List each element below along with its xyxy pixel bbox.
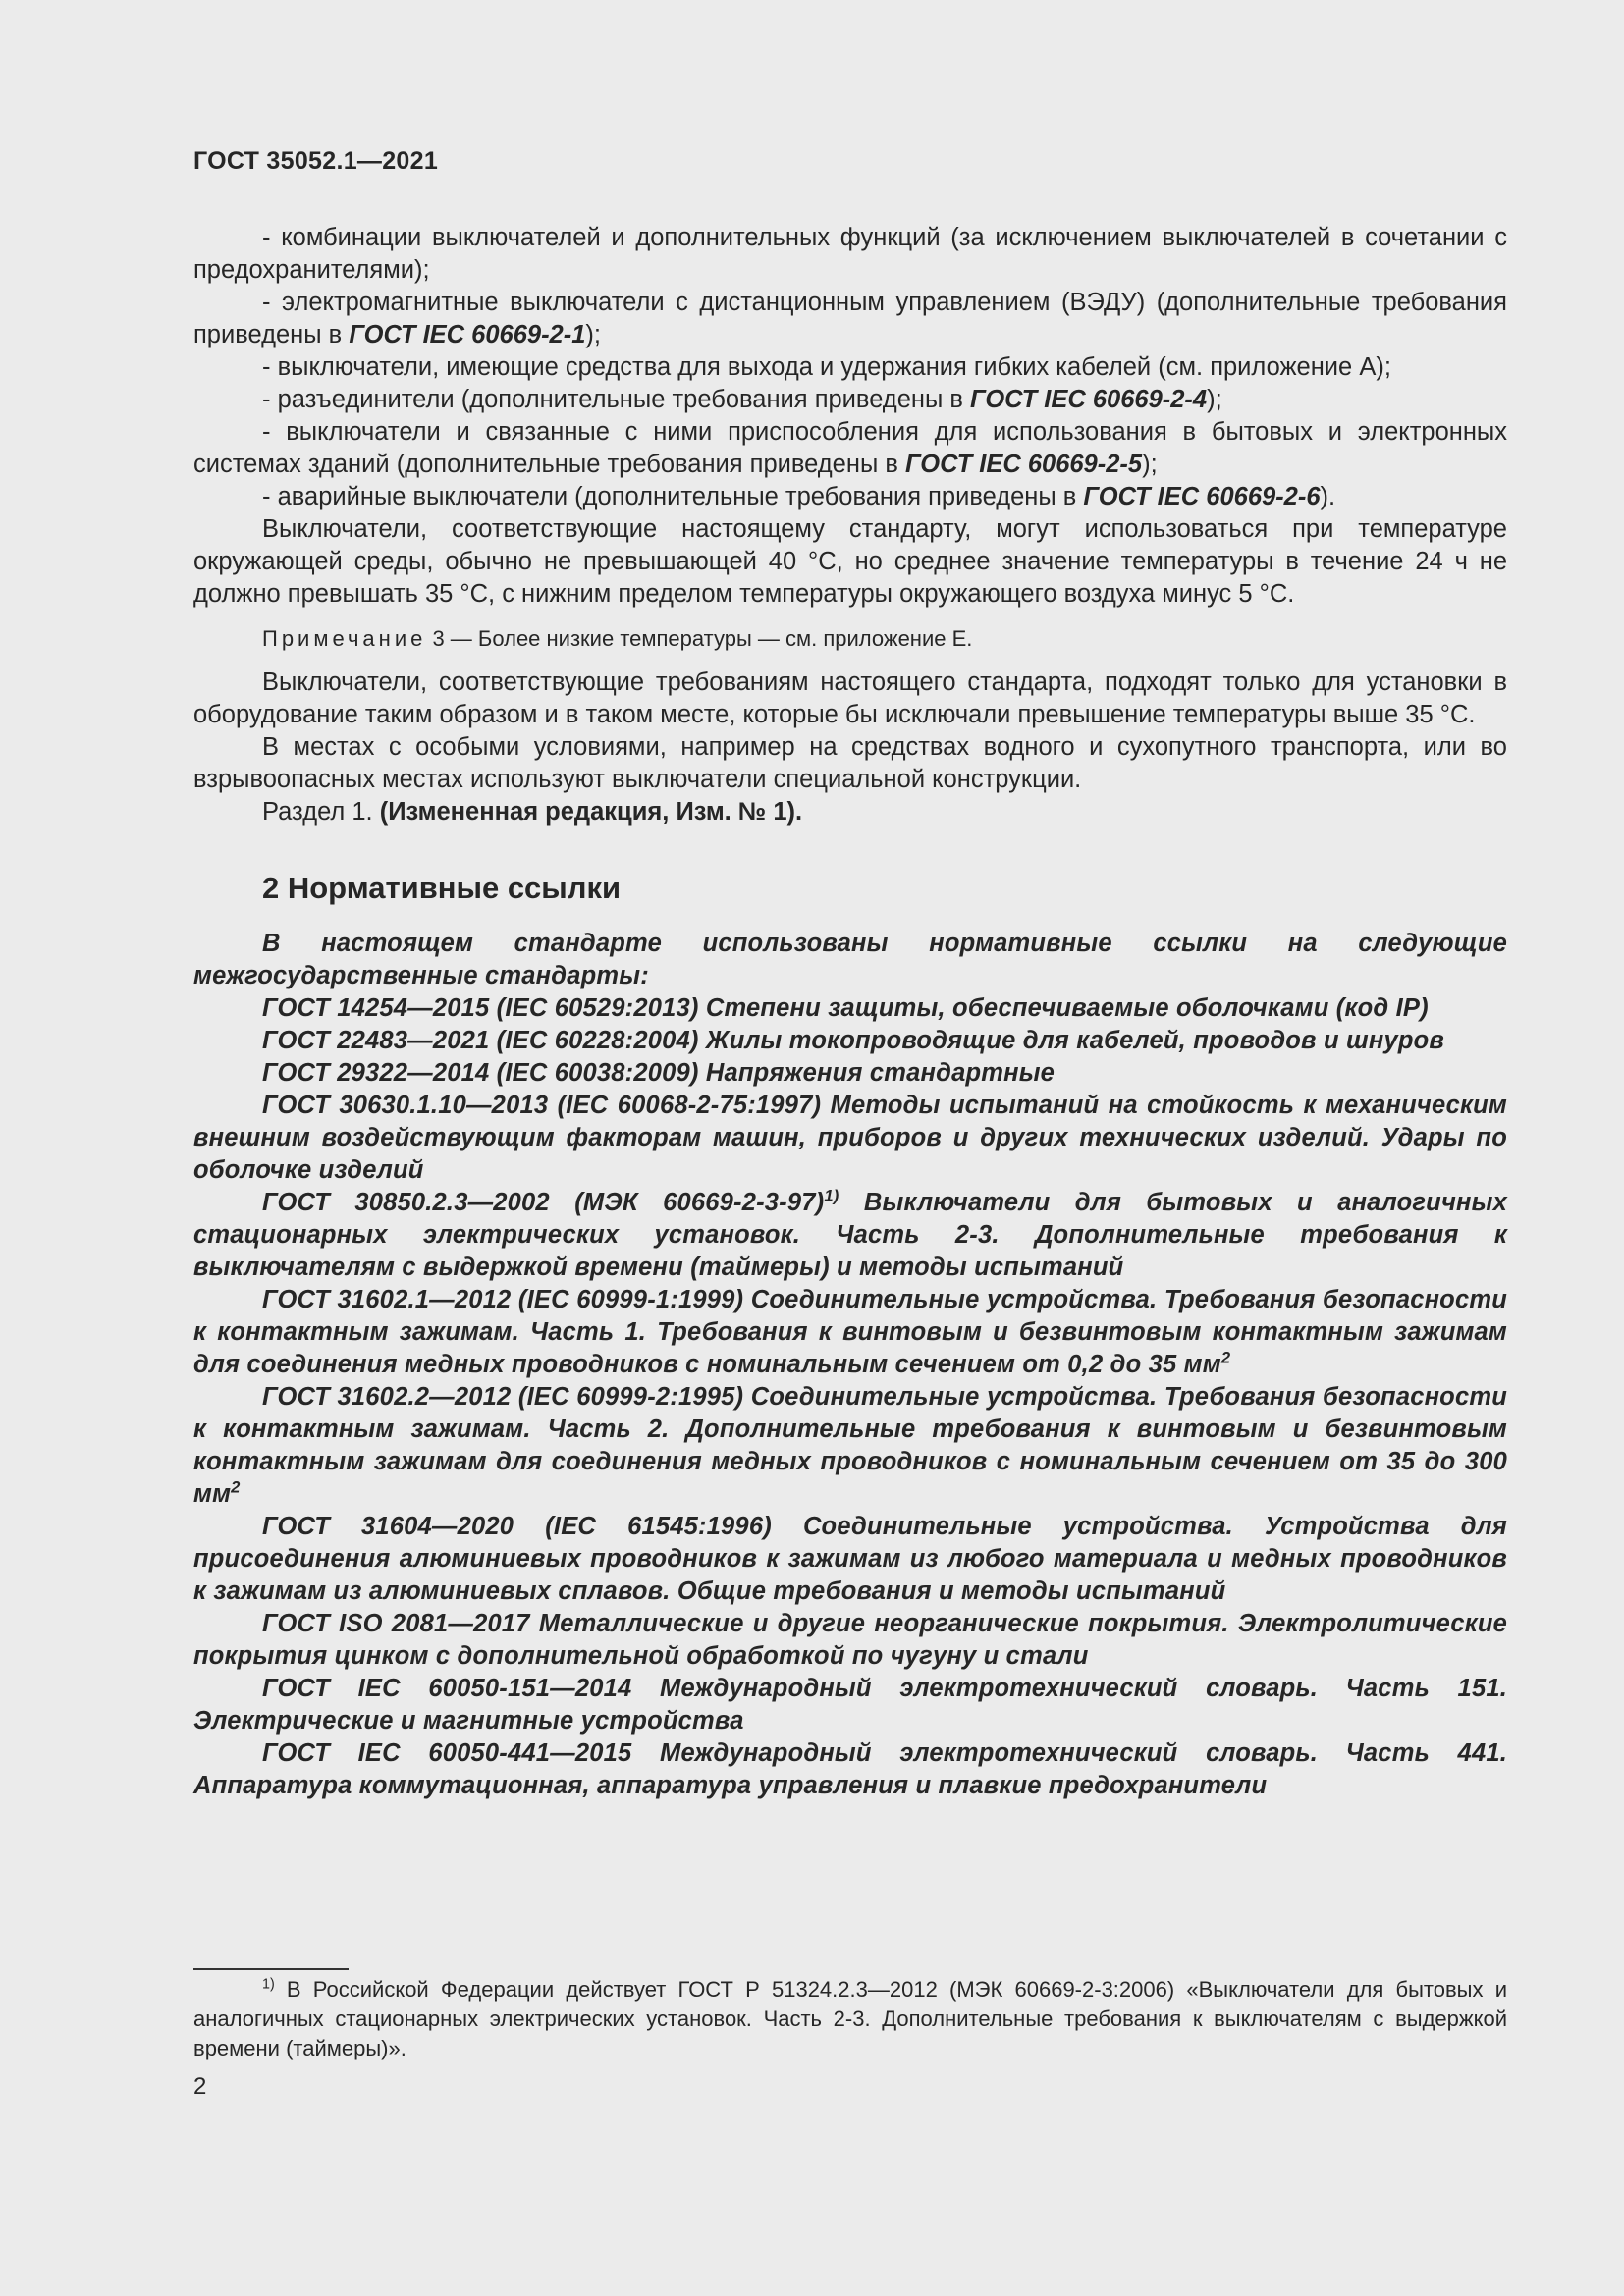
reference-item: ГОСТ IEC 60050-151—2014 Международный электротехнический словарь. Часть 151. Электрические и магнитные устройства <box>193 1675 1507 1735</box>
reference-item: ГОСТ 31602.2—2012 (IEC 60999-2:1995) Соединительные устройства. Требования безопасности к контактным зажимам. Часть 2. Дополнительные требования к винтовым и безвинтовым контактным зажимам для соединения медных проводников с номинальным сечением от 35 до 300 $мм^2$ <box>193 1383 1507 1508</box>
list-item: - комбинации выключателей и дополнительных функций (за исключением выключателей в сочетании с предохранителями); <box>193 224 1507 284</box>
paragraph: В местах с особыми условиями, например на средствах водного и сухопутного транспорта, или во взрывоопасных местах используют выключатели специальной конструкции. <box>193 733 1507 793</box>
page-number: 2 <box>193 2073 207 2100</box>
reference-item: ГОСТ 22483—2021 (IEC 60228:2004) Жилы токопроводящие для кабелей, проводов и шнуров <box>262 1027 1445 1054</box>
list-item: - электромагнитные выключатели с дистанционным управлением (ВЭДУ) (дополнительные требования приведены в ГОСТ IEC 60669-2-1); <box>193 289 1507 348</box>
list-item: - разъединители (дополнительные требования приведены в ГОСТ IEC 60669-2-4); <box>262 386 1222 413</box>
standard-reference: ГОСТ IEC 60669-2-4 <box>970 386 1208 413</box>
paragraph: Выключатели, соответствующие настоящему стандарту, могут использоваться при температуре окружающей среды, обычно не превышающей 40 °С, но среднее значение температуры в течение 24 ч не должно превышать 35 °С, с нижним пределом температуры окружающего воздуха минус 5 °С. <box>193 515 1507 608</box>
superscript: 2 <box>1220 1348 1231 1367</box>
document-header: ГОСТ 35052.1—2021 <box>193 147 439 175</box>
footnote-divider <box>193 1968 349 1970</box>
list-item: - выключатели и связанные с ними приспособления для использования в бытовых и электронных системах зданий (дополнительные требования приведены в ГОСТ IEC 60669-2-5); <box>193 418 1507 478</box>
section-title: 2 Нормативные ссылки <box>262 871 622 905</box>
reference-item: ГОСТ IEC 60050-441—2015 Международный электротехнический словарь. Часть 441. Аппаратура коммутационная, аппаратура управления и плавкие предохранители <box>193 1739 1507 1799</box>
reference-item: ГОСТ 31602.1—2012 (IEC 60999-1:1999) Соединительные устройства. Требования безопасности к контактным зажимам. Часть 1. Требования к винтовым и безвинтовым контактным зажимам для соединения медных проводников с номинальным сечением от 0,2 до 35 $мм^2$ <box>193 1286 1507 1378</box>
reference-item: ГОСТ 14254—2015 (IEC 60529:2013) Степени защиты, обеспечиваемые оболочками (код IP) <box>262 994 1429 1022</box>
reference-item: ГОСТ 29322—2014 (IEC 60038:2009) Напряжения стандартные <box>262 1059 1056 1087</box>
reference-item: ГОСТ ISO 2081—2017 Металлические и другие неорганические покрытия. Электролитические покрытия цинком с дополнительной обработкой по чугуну и стали <box>193 1610 1507 1670</box>
standard-reference: ГОСТ IEC 60669-2-1 <box>349 321 586 348</box>
standard-reference: ГОСТ IEC 60669-2-6 <box>1083 483 1321 510</box>
footnote: $^{1)}$ В Российской Федерации действует ГОСТ Р 51324.2.3—2012 (МЭК 60669-2-3:2006) «Выключатели для бытовых и аналогичных стационарных электрических установок. Часть 2-3. Дополнительные требования к выключателям с выдержкой времени (таймеры)». <box>193 1976 1507 2060</box>
reference-item: ГОСТ 30630.1.10—2013 (IEC 60068-2-75:1997) Методы испытаний на стойкость к механическим внешним воздействующим факторам машин, приборов и других технических изделий. Удары по оболочке изделий <box>193 1092 1507 1184</box>
normative-references <box>193 928 1507 1802</box>
superscript: 2 <box>231 1477 241 1497</box>
footnote-marker: 1) <box>262 1976 275 1993</box>
standard-reference: ГОСТ IEC 60669-2-5 <box>904 451 1143 478</box>
reference-item: ГОСТ 31604—2020 (IEC 61545:1996) Соединительные устройства. Устройства для присоединения алюминиевых проводников к зажимам из любого материала и медных проводников к зажимам из алюминиевых сплавов. Общие требования и методы испытаний <box>193 1513 1507 1605</box>
reference-item: ГОСТ 30850.2.3—2002 (МЭК 60669-2-3-97)$^{1)}$ Выключатели для бытовых и аналогичных стационарных электрических установок. Часть 2-3. Дополнительные требования к выключателям с выдержкой времени (таймеры) и методы испытаний <box>193 1186 1507 1281</box>
note: Примечание 3 — Более низкие температуры — см. приложение Е. <box>262 626 973 651</box>
list-item: - аварийные выключатели (дополнительные требования приведены в ГОСТ IEC 60669-2-6). <box>262 483 1336 510</box>
list-item: - выключатели, имеющие средства для выхода и удержания гибких кабелей (см. приложение А); <box>262 353 1391 381</box>
note-label: Примечание <box>262 626 427 651</box>
paragraph: Выключатели, соответствующие требованиям настоящего стандарта, подходят только для установки в оборудование таким образом и в таком месте, которые бы исключали превышение температуры выше 35 °С. <box>193 668 1507 728</box>
paragraph: Раздел 1. (Измененная редакция, Изм. № 1). <box>262 798 803 826</box>
amendment-note: (Измененная редакция, Изм. № 1). <box>379 798 803 826</box>
document-body <box>193 222 1507 1802</box>
footnote-marker: 1) <box>824 1186 839 1205</box>
section-intro: В настоящем стандарте использованы нормативные ссылки на следующие межгосударственные стандарты: <box>193 930 1507 989</box>
